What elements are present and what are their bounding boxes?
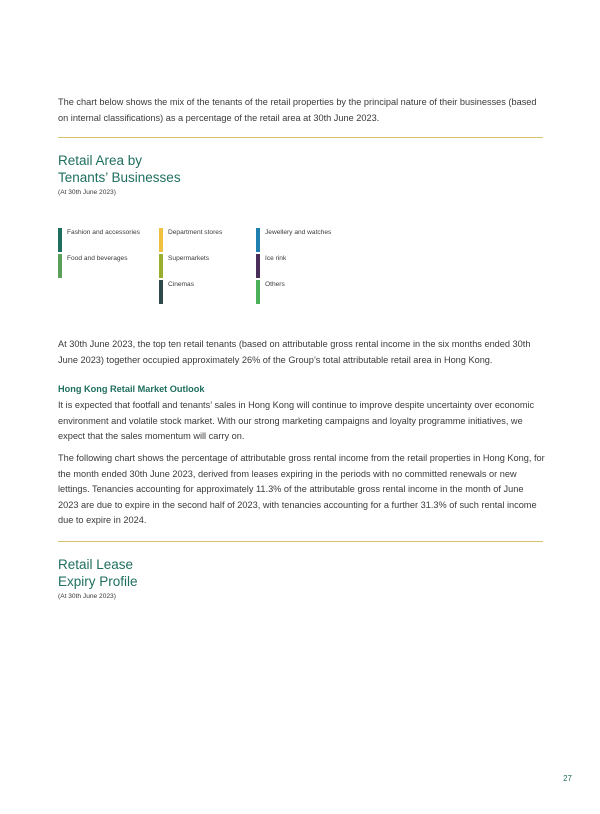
legend-label: Ice rink bbox=[265, 255, 287, 262]
legend-swatch bbox=[58, 228, 62, 252]
section-title-line2: Tenants’ Businesses bbox=[58, 170, 181, 185]
outlook-paragraph-1: It is expected that footfall and tenants’ sales in Hong Kong will continue to improve despite uncertainty over economic environment and volatile stock market. With our strong marketing campaigns and loyalty programme initiatives, we expect that the sales momentum will carry on. bbox=[58, 400, 535, 442]
section-subtitle-lease-expiry: (At 30th June 2023) bbox=[58, 593, 116, 600]
legend-label: Department stores bbox=[168, 229, 223, 236]
section-divider-top bbox=[58, 137, 543, 138]
legend-swatch bbox=[159, 280, 163, 304]
legend-swatch bbox=[159, 228, 163, 252]
intro-paragraph: The chart below shows the mix of the tenants of the retail properties by the principal nature of their businesses (based on internal classifications) as a percentage of the retail area at 30th June 2023. bbox=[58, 97, 537, 123]
legend-label: Fashion and accessories bbox=[67, 229, 140, 236]
section-divider-bottom bbox=[58, 541, 543, 542]
section-title-line1: Retail Area by bbox=[58, 153, 143, 168]
legend-swatch bbox=[159, 254, 163, 278]
page-number: 27 bbox=[563, 774, 572, 783]
legend-swatch bbox=[58, 254, 62, 278]
legend-swatch bbox=[256, 254, 260, 278]
section-title-retail-area bbox=[58, 152, 258, 186]
legend-label: Cinemas bbox=[168, 281, 195, 288]
outlook-paragraph-2: The following chart shows the percentage of attributable gross rental income from the retail properties in Hong Kong, for the month ended 30th June 2023, derived from leases expiring in the periods with no committed renewals or new lettings. Tenancies accounting for approximately 11.3% of the attributable gross rental income in the month of June 2023 are due to expire in the second half of 2023, with tenancies accounting for a further 31.3% of such rental income due to expire in 2024. bbox=[58, 453, 545, 526]
legend-label: Others bbox=[265, 281, 285, 288]
legend-swatch bbox=[256, 228, 260, 252]
legend-label: Food and beverages bbox=[67, 255, 128, 262]
legend-swatch bbox=[256, 280, 260, 304]
section-title-lease-expiry bbox=[58, 556, 258, 590]
section-title-line2: Expiry Profile bbox=[58, 574, 138, 589]
top-ten-tenants-paragraph: At 30th June 2023, the top ten retail tenants (based on attributable gross rental income in the six months ended 30th June 2023) together occupied approximately 26% of the Group’s total attributable retail area in Hong Kong. bbox=[58, 339, 531, 365]
legend-label: Jewellery and watches bbox=[265, 229, 332, 236]
legend-label: Supermarkets bbox=[168, 255, 210, 262]
outlook-heading: Hong Kong Retail Market Outlook bbox=[58, 384, 205, 394]
section-subtitle-retail-area: (At 30th June 2023) bbox=[58, 189, 116, 196]
section-title-line1: Retail Lease bbox=[58, 557, 134, 572]
